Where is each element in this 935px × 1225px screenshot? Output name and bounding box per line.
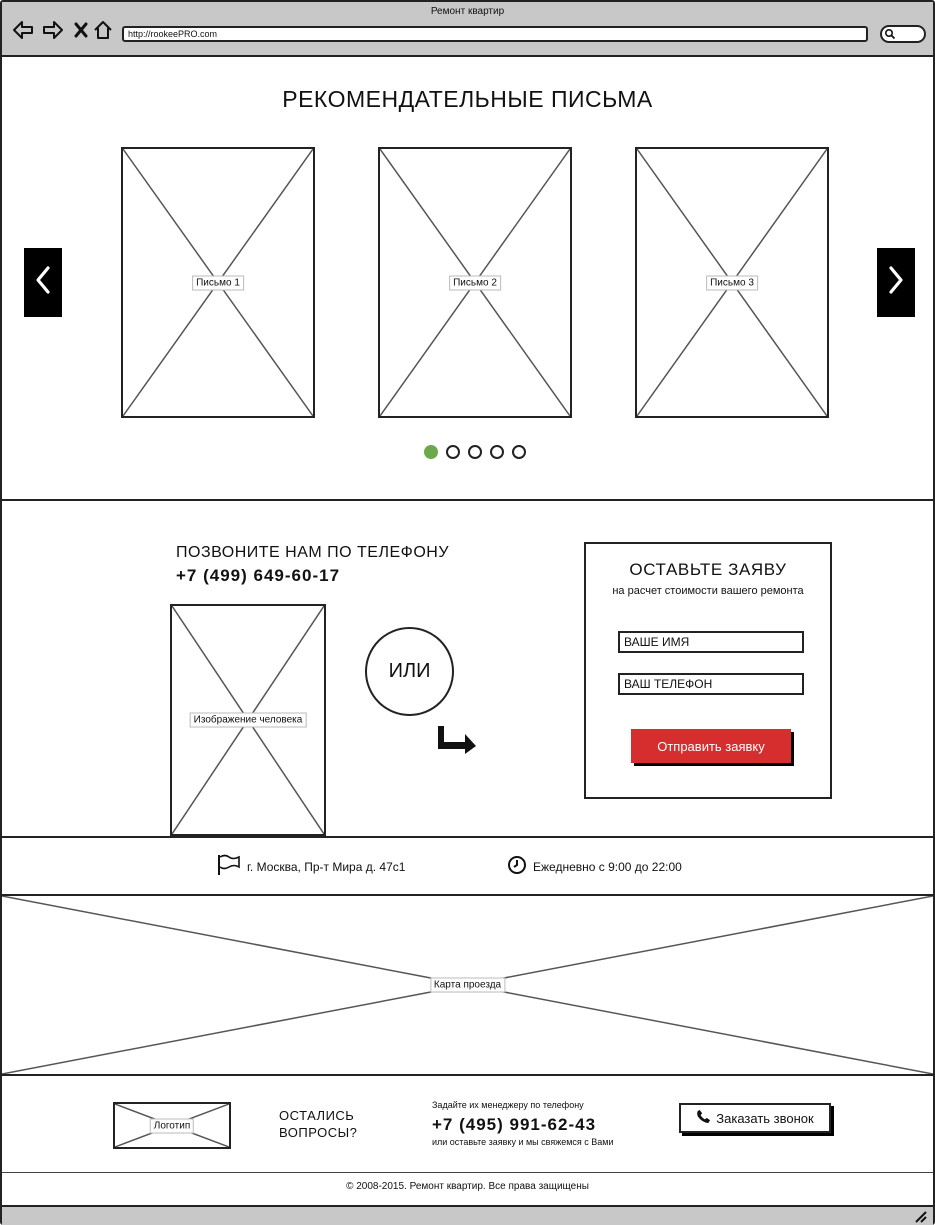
route-map[interactable]: [2, 896, 933, 1076]
resize-grip-icon[interactable]: [913, 1209, 927, 1225]
phone-icon: [696, 1109, 711, 1127]
section-divider: [2, 499, 933, 501]
browser-status-bar: [2, 1205, 933, 1225]
or-label: ИЛИ: [388, 660, 431, 682]
forward-arrow-icon[interactable]: [42, 19, 64, 41]
logo-caption: Логотип: [150, 1118, 194, 1133]
address-text: г. Москва, Пр-т Мира д. 47с1: [247, 859, 406, 874]
chevron-right-icon: [887, 265, 905, 300]
map-caption: Карта проезда: [430, 978, 505, 993]
url-bar[interactable]: http://rookeePRO.com: [122, 26, 868, 42]
person-image-caption: Изображение человека: [190, 713, 307, 728]
pagination-dot-4[interactable]: [490, 445, 504, 459]
phone-field[interactable]: [618, 673, 804, 695]
person-image: [170, 604, 326, 836]
call-phone: +7 (499) 649-60-17: [176, 566, 341, 585]
submit-request-button[interactable]: Отправить заявку: [631, 729, 791, 763]
clock-icon: [507, 855, 527, 878]
browser-toolbar: [2, 2, 933, 57]
back-arrow-icon[interactable]: [12, 19, 34, 41]
form-title: ОСТАВЬТЕ ЗАЯВУ: [629, 560, 787, 579]
chevron-left-icon: [34, 265, 52, 300]
or-request-text: или оставьте заявку и мы свяжемся с Вами: [432, 1137, 614, 1147]
letter-caption: Письмо 1: [192, 275, 244, 290]
carousel-prev-button[interactable]: [24, 248, 62, 317]
window-title: Ремонт квартир: [430, 6, 505, 17]
letter-image-3[interactable]: [635, 147, 829, 418]
or-badge: [365, 627, 454, 716]
letter-image-1[interactable]: [121, 147, 315, 418]
footer-divider: [2, 1172, 933, 1173]
pagination-dot-5[interactable]: [512, 445, 526, 459]
letter-caption: Письмо 2: [449, 275, 501, 290]
ask-text: Задайте их менеджеру по телефону: [432, 1100, 584, 1110]
callback-label: Заказать звонок: [716, 1110, 814, 1126]
flag-icon: [217, 854, 241, 879]
pagination-dot-2[interactable]: [446, 445, 460, 459]
form-subtitle: на расчет стоимости вашего ремонта: [612, 585, 804, 597]
request-form: [584, 542, 832, 799]
letters-title: РЕКОМЕНДАТЕЛЬНЫЕ ПИСЬМА: [282, 86, 653, 112]
name-field[interactable]: [618, 631, 804, 653]
letter-caption: Письмо 3: [706, 275, 758, 290]
hours-text: Ежедневно с 9:00 до 22:00: [533, 859, 682, 874]
footer-phone: +7 (495) 991-62-43: [432, 1115, 597, 1134]
copyright: © 2008-2015. Ремонт квартир. Все права защищены: [346, 1181, 589, 1192]
browser-search-field[interactable]: [880, 25, 926, 43]
home-icon[interactable]: [92, 19, 114, 41]
address-info: [217, 854, 405, 879]
questions-heading: ОСТАЛИСЬ ВОПРОСЫ?: [279, 1108, 358, 1140]
close-icon[interactable]: [70, 19, 92, 41]
pagination-dot-3[interactable]: [468, 445, 482, 459]
letter-image-2[interactable]: [378, 147, 572, 418]
section-divider: [2, 836, 933, 838]
hours-info: [507, 855, 682, 878]
pagination-dot-1[interactable]: [424, 445, 438, 459]
logo[interactable]: [113, 1102, 231, 1149]
carousel-next-button[interactable]: [877, 248, 915, 317]
turn-right-arrow-icon: [435, 724, 479, 761]
call-title: ПОЗВОНИТЕ НАМ ПО ТЕЛЕФОНУ: [176, 544, 449, 561]
callback-button[interactable]: [679, 1103, 831, 1133]
